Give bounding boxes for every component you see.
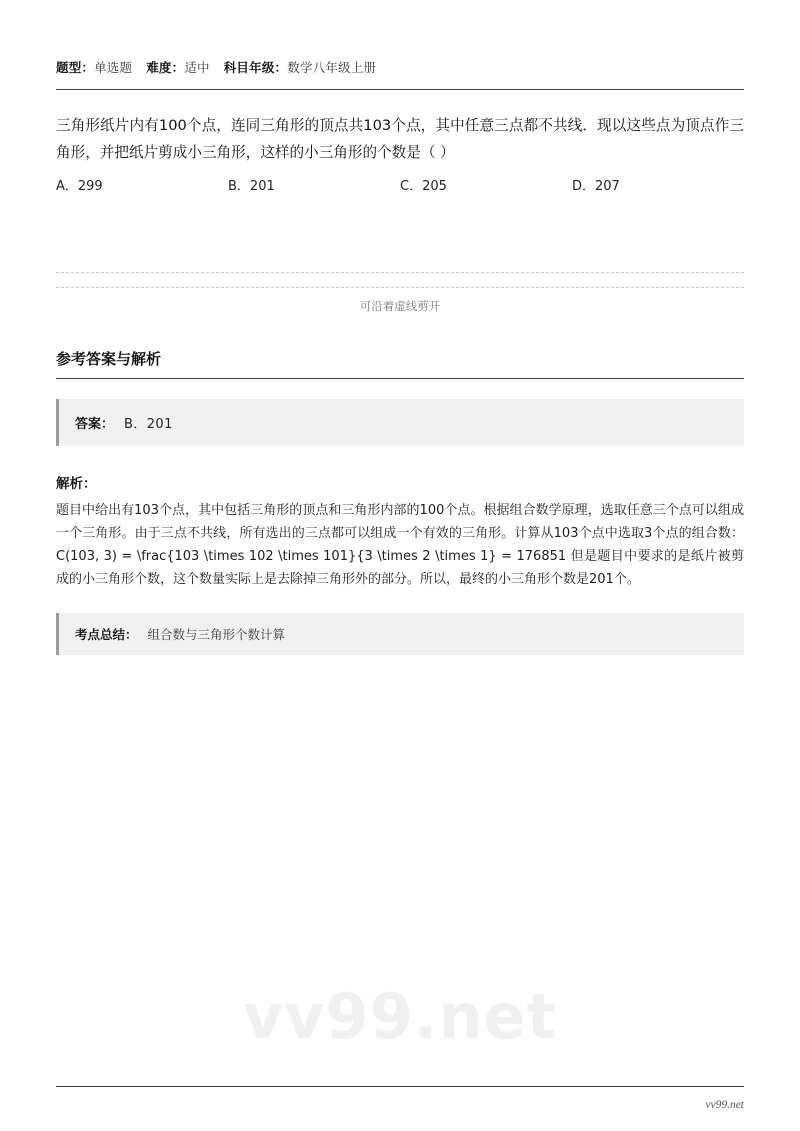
watermark: vv99.net <box>242 980 558 1053</box>
analysis-label: 解析： <box>56 476 97 492</box>
footer-divider <box>56 1086 744 1087</box>
dashed-line-top <box>56 272 744 273</box>
option-a[interactable]: A．299 <box>56 179 103 194</box>
meta-difficulty-value: 适中 <box>184 60 210 75</box>
answer-section-heading: 参考答案与解析 <box>56 348 744 379</box>
dashed-line-bottom <box>56 287 744 288</box>
answer-label: 答案： <box>75 417 115 432</box>
keypoint-box <box>56 613 744 655</box>
question-options <box>56 175 744 194</box>
answer-value: B．201 <box>124 417 173 432</box>
cut-zone <box>56 272 744 314</box>
option-b[interactable]: B．201 <box>228 179 275 194</box>
option-c[interactable]: C．205 <box>400 179 447 194</box>
cut-note: 可沿着虚线剪开 <box>359 299 441 313</box>
option-d[interactable]: D．207 <box>572 179 620 194</box>
question-meta <box>56 0 744 76</box>
analysis-text: 题目中给出有103个点，其中包括三角形的顶点和三角形内部的100个点。根据组合数学原理，选取任意三个点可以组成一个三角形。由于三点不共线，所有选出的三点都可以组成一个有效的三角形。计算从103个点中选取3个点的组合数： C(103, 3) = \frac{103 \times 102 \times 101}{3 \times 2 \times 1} = 176851 但是题目中要求的是纸片被剪成的小三角形个数，这个数量实际上是去除掉三角形外的部分。所以，最终的小三角形个数是201个。 <box>56 503 744 587</box>
keypoint-label: 考点总结： <box>75 627 138 642</box>
keypoint-value: 组合数与三角形个数计算 <box>147 627 286 642</box>
meta-subject-value: 数学八年级上册 <box>287 60 377 75</box>
meta-type-label: 题型： <box>56 60 95 75</box>
header-divider <box>56 89 744 90</box>
question-text: 三角形纸片内有100个点，连同三角形的顶点共103个点，其中任意三点都不共线．现以这些点为顶点作三角形，并把纸片剪成小三角形，这样的小三角形的个数是（ ） <box>56 117 744 161</box>
meta-difficulty-label: 难度： <box>146 60 185 75</box>
meta-type-value: 单选题 <box>94 60 133 75</box>
answer-box <box>56 399 744 446</box>
meta-subject-label: 科目年级： <box>223 60 288 75</box>
footer-site-label: vv99.net <box>705 1099 744 1111</box>
